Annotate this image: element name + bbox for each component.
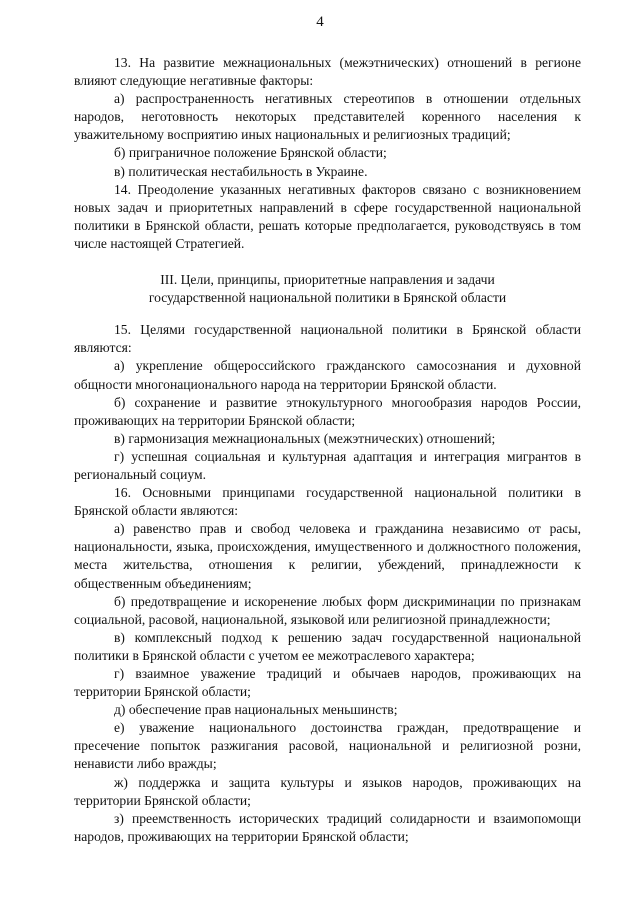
paragraph-15: 15. Целями государственной национальной политики в Брянской области являются: xyxy=(74,322,581,356)
paragraph-15-item-g: г) успешная социальная и культурная адаптация и интеграция мигрантов в региональный социум. xyxy=(74,448,581,482)
paragraph-15-item-a: а) укрепление общероссийского гражданского самосознания и духовной общности многонационального народа на территории Брянской области. xyxy=(74,358,581,392)
paragraph-16-item-b: б) предотвращение и искоренение любых форм дискриминации по признакам социальной, расовой, национальной, языковой или религиозной принадлежности; xyxy=(74,593,581,627)
paragraph-13-item-a: а) распространенность негативных стереотипов в отношении отдельных народов, неготовность некоторых представителей коренного населения к уважительному восприятию иных национальных и религиозных традиций; xyxy=(74,91,581,143)
document-body xyxy=(74,54,581,846)
page-number: 4 xyxy=(316,14,324,30)
paragraph-15-item-v: в) гармонизация межнациональных (межэтнических) отношений; xyxy=(114,430,496,446)
paragraph-16-item-g: г) взаимное уважение традиций и обычаев народов, проживающих на территории Брянской области; xyxy=(74,666,581,700)
paragraph-15-item-b: б) сохранение и развитие этнокультурного многообразия народов России, проживающих на территории Брянской области; xyxy=(74,394,581,428)
paragraph-16-item-v: в) комплексный подход к решению задач государственной национальной политики в Брянской области с учетом ее межотраслевого характера; xyxy=(74,629,581,663)
section-heading-line-1: III. Цели, принципы, приоритетные направления и задачи xyxy=(160,272,495,288)
paragraph-16-item-d: д) обеспечение прав национальных меньшинств; xyxy=(114,702,398,718)
paragraph-16-item-zh: ж) поддержка и защита культуры и языков народов, проживающих на территории Брянской области; xyxy=(74,774,581,808)
paragraph-16-item-z: з) преемственность исторических традиций солидарности и взаимопомощи народов, проживающих на территории Брянской области; xyxy=(74,810,581,844)
section-heading xyxy=(74,271,581,307)
paragraph-13-item-v: в) политическая нестабильность в Украине. xyxy=(114,163,368,179)
paragraph-13: 13. На развитие межнациональных (межэтнических) отношений в регионе влияют следующие негативные факторы: xyxy=(74,55,581,89)
paragraph-16-item-a: а) равенство прав и свобод человека и гражданина независимо от расы, национальности, языка, происхождения, имущественного и должностного положения, места жительства, отношения к религии, убеждений, принадлежности к общественным объединениям; xyxy=(74,521,581,591)
paragraph-14: 14. Преодоление указанных негативных факторов связано с возникновением новых задач и приоритетных направлений в сфере государственной национальной политики в Брянской области, решать которые предполагается, руководствуясь в том числе настоящей Стратегией. xyxy=(74,181,581,251)
paragraph-16: 16. Основными принципами государственной национальной политики в Брянской области являются: xyxy=(74,485,581,519)
paragraph-13-item-b: б) приграничное положение Брянской области; xyxy=(114,145,387,161)
paragraph-16-item-e: е) уважение национального достоинства граждан, предотвращение и пресечение попыток разжигания расовой, национальной и религиозной розни, ненависти либо вражды; xyxy=(74,720,581,772)
section-heading-line-2: государственной национальной политики в Брянской области xyxy=(148,290,507,306)
